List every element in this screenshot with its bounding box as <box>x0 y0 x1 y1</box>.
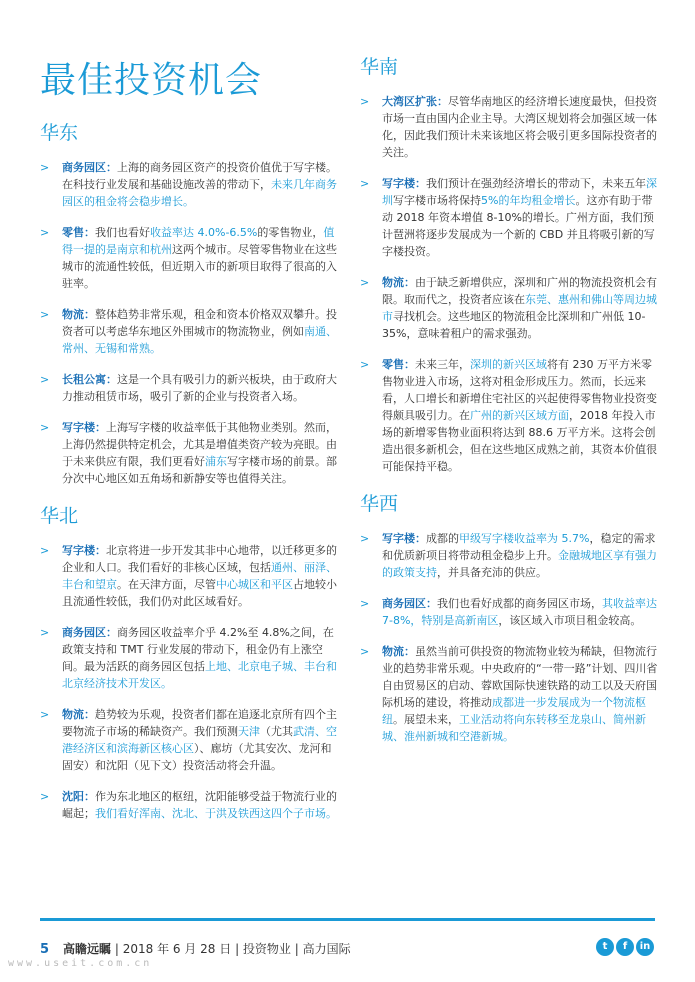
item-highlight: 5%的年均租金增长 <box>481 194 576 207</box>
watermark-text: www.useit.com.cn <box>8 958 153 969</box>
chevron-right-icon: > <box>40 708 50 721</box>
chevron-right-icon: > <box>360 597 370 610</box>
footer-rule <box>40 918 655 921</box>
item-text: 整体趋势非常乐观，租金和资本价格双双攀升。投资者可以考虑华东地区外围城市的物流物业，例如 <box>62 308 337 338</box>
item-text: ，2018 年投入市场的新增零售物业面积将达到 88.6 万平方米。这将会创造出很多新机会，但在这些地区成熟之前，其资本价值很可能保持平稳。 <box>382 409 657 473</box>
item-text: 趋势较为乐观，投资者们都在追逐北京所有四个主要物流子市场的稀缺资产。我们预测 <box>62 708 337 738</box>
item-keyword: 商务园区： <box>382 597 437 610</box>
item-text: 商务园区收益率介乎 4.2%至 4.8%之间，在政策支持和 TMT 行业发展的带动下，租金仍有上涨空间。最为活跃的商务园区包括 <box>62 626 334 673</box>
item-text: 。这亦有助于带动 2018 年资本增值 8-10%的增长。广州方面，我们预计琶洲将逐步发展成为一个新的 CBD 并且将吸引新的写字楼投资。 <box>382 194 655 258</box>
item-keyword: 大湾区扩张： <box>382 95 448 108</box>
item-keyword: 物流： <box>62 708 95 721</box>
item-highlight: 南通、常州、无锡和常熟。 <box>62 325 337 355</box>
north-items <box>40 542 340 822</box>
item-highlight: 浦东 <box>205 455 227 468</box>
chevron-right-icon: > <box>40 544 50 557</box>
list-item <box>40 542 340 610</box>
chevron-right-icon: > <box>40 161 50 174</box>
item-text: 这两个城市。尽管零售物业在这些城市的流通性较低，但近期入市的新项目取得了很高的入驻率。 <box>62 243 337 290</box>
item-highlight: 收益率达 4.0%-6.5% <box>150 226 258 239</box>
item-text: 作为东北地区的枢纽，沈阳能够受益于物流行业的崛起； <box>62 790 337 820</box>
south-items <box>360 93 660 475</box>
item-text: 的零售物业， <box>257 226 324 239</box>
list-item <box>360 643 660 745</box>
item-text: 我们也看好 <box>95 226 150 239</box>
item-keyword: 商务园区： <box>62 626 117 639</box>
region-heading-west: 华西 <box>360 493 399 515</box>
item-highlight: 金融城地区享有强力的政策支持 <box>382 549 657 579</box>
item-text: 占地较小且流通性较低，我们仍对此区域看好。 <box>62 578 337 608</box>
item-keyword: 物流： <box>382 276 415 289</box>
chevron-right-icon: > <box>40 626 50 639</box>
item-text: 写字楼市场的前景。部分次中心地区如五角场和新静安等也值得关注。 <box>62 455 337 485</box>
region-heading-north: 华北 <box>40 505 79 527</box>
list-item <box>360 175 660 260</box>
list-item <box>40 706 340 774</box>
item-keyword: 写字楼： <box>62 544 106 557</box>
list-item <box>40 159 340 210</box>
item-text: 寻找机会。这些地区的物流租金比深圳和广州低 10-35%，意味着租户的需求强劲。 <box>382 310 646 340</box>
east-items <box>40 159 340 487</box>
region-heading-south: 华南 <box>360 56 399 78</box>
item-text: ）、廊坊（尤其安次、龙河和固安）和沈阳（见下文）投资活动将会升温。 <box>62 742 332 772</box>
chevron-right-icon: > <box>360 177 370 190</box>
item-highlight: 广州的新兴区域方面 <box>470 409 569 422</box>
chevron-right-icon: > <box>40 421 50 434</box>
list-item <box>40 371 340 405</box>
list-item <box>40 419 340 487</box>
item-text: ，稳定的需求和优质新项目将带动租金稳步上升。 <box>382 532 656 562</box>
item-keyword: 写字楼： <box>382 177 426 190</box>
chevron-right-icon: > <box>360 276 370 289</box>
item-highlight: 深圳的新兴区域 <box>470 358 547 371</box>
list-item <box>360 595 660 629</box>
item-text: 上海的商务园区资产的投资价值优于写字楼。在科技行业发展和基础设施改善的带动下， <box>62 161 337 191</box>
item-text: 将有 230 万平方米零售物业进入市场，这将对租金形成压力。然而，长远来看，人口增长和新增住宅社区的兴起使得零售物业投资变得颇具吸引力。在 <box>382 358 657 422</box>
chevron-right-icon: > <box>360 645 370 658</box>
item-text: 写字楼市场将保持 <box>393 194 481 207</box>
chevron-right-icon: > <box>40 790 50 803</box>
item-text: 我们预计在强劲经济增长的带动下，未来五年 <box>426 177 646 190</box>
item-highlight: 其收益率达 7-8%，特别是高新南区 <box>382 597 657 627</box>
list-item <box>360 356 660 475</box>
item-keyword: 物流： <box>62 308 95 321</box>
item-highlight: 中心城区和平区 <box>216 578 293 591</box>
left-column <box>40 118 340 836</box>
item-keyword: 沈阳： <box>62 790 95 803</box>
item-text: ，该区域入市项目租金较高。 <box>498 614 642 627</box>
item-highlight: 天津 <box>238 725 260 738</box>
chevron-right-icon: > <box>360 95 370 108</box>
list-item <box>40 788 340 822</box>
list-item <box>360 93 660 161</box>
item-highlight: 深圳 <box>382 177 657 207</box>
region-heading-east: 华东 <box>40 122 79 144</box>
chevron-right-icon: > <box>360 358 370 371</box>
item-text: 我们也看好成都的商务园区市场， <box>437 597 602 610</box>
footer-meta: | 2018 年 6 月 28 日 | 投资物业 | 高力国际 <box>111 942 351 956</box>
item-keyword: 长租公寓： <box>62 373 117 386</box>
item-text: 尽管华南地区的经济增长速度最快，但投资市场一直由国内企业主导。大湾区规划将会加强区域一体化，因此我们预计未来该地区将会吸引更多国际投资者的关注。 <box>382 95 657 159</box>
page-number: 5 <box>40 942 50 957</box>
item-highlight: 通州、丽泽、丰台和望京 <box>62 561 337 591</box>
item-keyword: 写字楼： <box>62 421 106 434</box>
item-highlight: 甲级写字楼收益率为 5.7% <box>459 532 590 545</box>
item-text: 成都的 <box>426 532 459 545</box>
item-keyword: 商务园区： <box>62 161 117 174</box>
chevron-right-icon: > <box>40 226 50 239</box>
twitter-icon[interactable]: t <box>596 938 614 956</box>
item-highlight: 武清、空港经济区和滨海新区核心区 <box>62 725 337 755</box>
item-text: 北京将进一步开发其非中心地带，以迁移更多的企业和人口。我们看好的非核心区域，包括 <box>62 544 337 574</box>
item-keyword: 物流： <box>382 645 415 658</box>
chevron-right-icon: > <box>40 308 50 321</box>
publication-name: 高瞻远瞩 <box>63 942 112 956</box>
facebook-icon[interactable]: f <box>616 938 634 956</box>
page-title: 最佳投资机会 <box>40 60 263 101</box>
item-highlight: 我们看好浑南、沈北、于洪及铁西这四个子市场。 <box>95 807 337 820</box>
item-text: 未来三年， <box>415 358 470 371</box>
item-text: （尤其 <box>260 725 293 738</box>
right-column <box>360 52 660 759</box>
list-item <box>40 306 340 357</box>
item-highlight: 工业活动将向东转移至龙泉山、简州新城、淮州新城和空港新城。 <box>382 713 646 743</box>
list-item <box>360 274 660 342</box>
item-text: 。在天津方面，尽管 <box>117 578 216 591</box>
list-item <box>360 530 660 581</box>
item-highlight: 未来几年商务园区的租金将会稳步增长。 <box>62 178 337 208</box>
footer <box>40 940 351 957</box>
item-text: 。展望未来， <box>393 713 459 726</box>
item-text: 上海写字楼的收益率低于其他物业类别。然而，上海仍然提供特定机会，尤其是增值类资产较为亮眼。由于未来供应有限，我们更看好 <box>62 421 337 468</box>
item-keyword: 写字楼： <box>382 532 426 545</box>
chevron-right-icon: > <box>360 532 370 545</box>
item-text: 由于缺乏新增供应，深圳和广州的物流投资机会有限。取而代之，投资者应该在 <box>382 276 657 306</box>
item-keyword: 零售： <box>382 358 415 371</box>
item-text: ，并具备充沛的供应。 <box>437 566 547 579</box>
item-text: 这是一个具有吸引力的新兴板块，由于政府大力推动租赁市场，吸引了新的企业与投资者入场。 <box>62 373 337 403</box>
item-highlight: 成都进一步发展成为一个物流枢纽 <box>382 696 646 726</box>
item-keyword: 零售： <box>62 226 95 239</box>
item-highlight: 上地、北京电子城、丰台和北京经济技术开发区。 <box>62 660 337 690</box>
chevron-right-icon: > <box>40 373 50 386</box>
list-item <box>40 224 340 292</box>
item-highlight: 值得一提的是南京和杭州 <box>62 226 335 256</box>
west-items <box>360 530 660 745</box>
item-highlight: 东莞、惠州和佛山等周边城市 <box>382 293 657 323</box>
item-text: 虽然当前可供投资的物流物业较为稀缺，但物流行业的趋势非常乐观。中央政府的“一带一路”计划、四川省自由贸易区的启动、蓉欧国际快速铁路的动工以及天府国际机场的建设，将推动 <box>382 645 658 709</box>
list-item <box>40 624 340 692</box>
linkedin-icon[interactable]: in <box>636 938 654 956</box>
